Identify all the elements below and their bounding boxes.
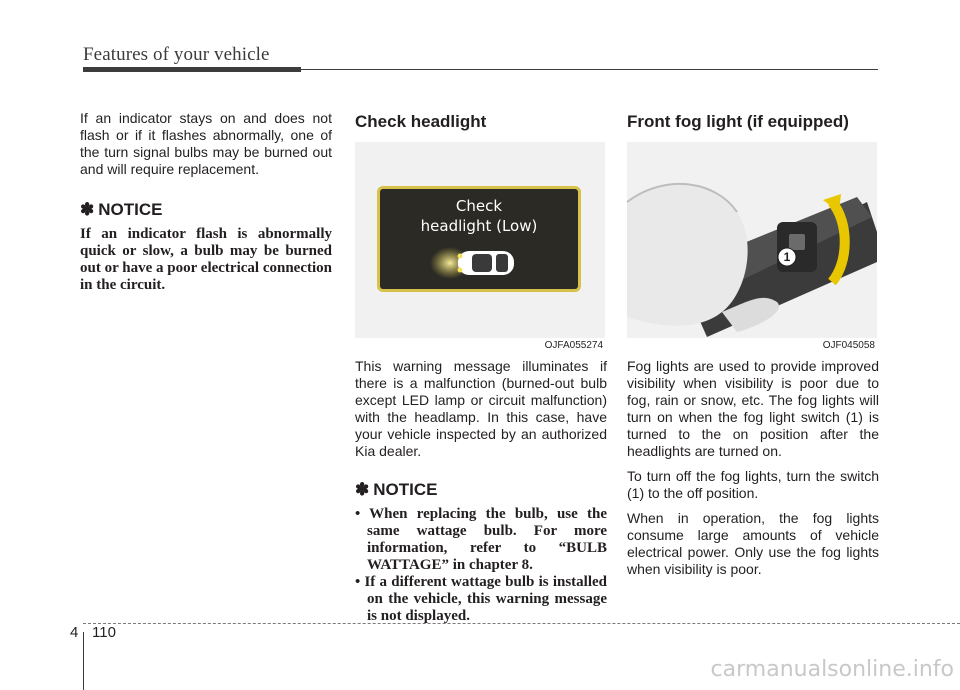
header-rule-thick — [83, 67, 301, 72]
fog-light-switch-figure — [627, 142, 877, 351]
column-2 — [355, 110, 607, 625]
header-rule-thin — [301, 69, 878, 70]
car-headlight-icon — [380, 239, 580, 289]
intro-paragraph: If an indicator stays on and does not flash or if it flashes abnormally, one of the turn signal bulbs may be burned out and will require replacement. — [80, 110, 332, 177]
column-3 — [627, 110, 879, 586]
notice-star-icon: ✽ — [80, 200, 95, 219]
notice-item-2: • If a different wattage bulb is installed on the vehicle, this warning message is not displayed. — [355, 574, 607, 624]
column-1 — [80, 110, 332, 294]
notice-heading — [80, 200, 332, 220]
watermark: carmanualsonline.info — [710, 657, 954, 682]
check-headlight-figure — [355, 142, 605, 351]
notice-title-2: NOTICE — [373, 480, 438, 499]
check-headlight-body: This warning message illuminates if there is a malfunction (burned-out bulb except LED lamp or circuit malfunction) with the headlamp. In this case, have your vehicle inspected by an authorized Kia dealer. — [355, 358, 607, 459]
check-headlight-heading: Check headlight — [355, 112, 487, 131]
notice-text: If an indicator flash is abnormally quick or slow, a bulb may be burned out or have a poor electrical connection in the circuit. — [80, 226, 332, 293]
page-number: 110 — [92, 624, 116, 641]
notice-list — [355, 506, 607, 625]
figure-code: OJF045058 — [822, 340, 875, 351]
fog-light-heading: Front fog light (if equipped) — [627, 112, 849, 131]
footer-tick — [83, 632, 84, 690]
page-header-title: Features of your vehicle — [83, 44, 270, 65]
notice-star-icon: ✽ — [355, 480, 370, 499]
fog-light-switch-illustration — [627, 142, 877, 338]
fog-paragraph-1: Fog lights are used to provide improved visibility when visibility is poor due to fog, rain or snow, etc. The fog lights will turn on when the fog light switch (1) is turned to the on position after the headlights are turned on. — [627, 358, 879, 459]
warning-line-2: headlight (Low) — [420, 217, 538, 235]
footer-dashed-rule — [83, 623, 960, 624]
notice-item-1: • When replacing the bulb, use the same wattage bulb. For more information, refer to “BULB WATTAGE” in chapter 8. — [355, 506, 607, 573]
warning-display-panel — [377, 186, 581, 292]
callout-number: 1 — [783, 250, 791, 264]
warning-line-1: Check — [455, 197, 503, 215]
figure-code: OJFA055274 — [544, 340, 603, 351]
chapter-number: 4 — [70, 624, 79, 641]
notice-title: NOTICE — [98, 200, 163, 219]
notice-heading-2 — [355, 480, 607, 500]
fog-paragraph-2: To turn off the fog lights, turn the switch (1) to the off position. — [627, 468, 879, 501]
fog-paragraph-3: When in operation, the fog lights consume large amounts of vehicle electrical power. Only use the fog lights when visibility is poor. — [627, 510, 879, 577]
